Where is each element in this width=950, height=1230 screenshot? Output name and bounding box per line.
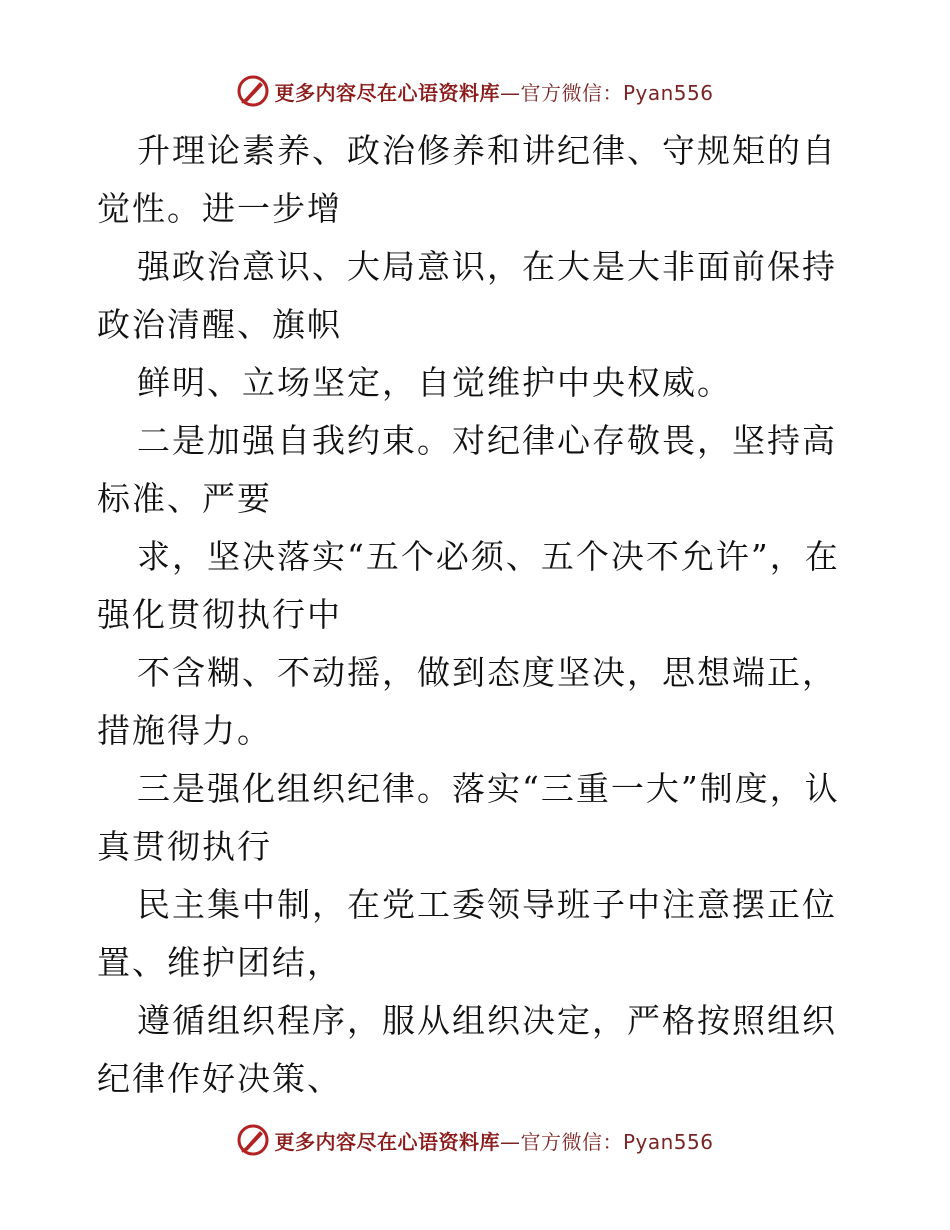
quill-pen-logo-icon [236, 74, 270, 108]
banner-wechat-text: —官方微信：Pyan556 [499, 1129, 714, 1154]
paragraph: 求，坚决落实“五个必须、五个决不允许”，在强化贯彻执行中 [97, 537, 840, 634]
footer-banner [0, 1120, 950, 1160]
quill-pen-logo-icon [236, 1123, 270, 1157]
paragraph: 三是强化组织纪律。落实“三重一大”制度，认真贯彻执行 [97, 769, 840, 866]
paragraph: 二是加强自我约束。对纪律心存敬畏，坚持高标准、严要 [97, 421, 837, 518]
banner-lead-text: 更多内容尽在心语资料库 [274, 1129, 500, 1154]
banner-wechat-text: —官方微信：Pyan556 [499, 80, 714, 105]
header-banner [0, 71, 950, 111]
paragraph: 民主集中制，在党工委领导班子中注意摆正位置、维护团结， [97, 885, 837, 982]
banner-lead-text: 更多内容尽在心语资料库 [274, 80, 500, 105]
paragraph: 遵循组织程序，服从组织决定，严格按照组织纪律作好决策、 [97, 1001, 837, 1098]
paragraph: 升理论素养、政治修养和讲纪律、守规矩的自觉性。进一步增 [97, 131, 837, 228]
paragraph: 强政治意识、大局意识，在大是大非面前保持政治清醒、旗帜 [97, 247, 837, 344]
paragraph: 鲜明、立场坚定，自觉维护中央权威。 [137, 363, 732, 402]
document-body [97, 122, 857, 1108]
paragraph: 不含糊、不动摇，做到态度坚决，思想端正，措施得力。 [97, 653, 837, 750]
